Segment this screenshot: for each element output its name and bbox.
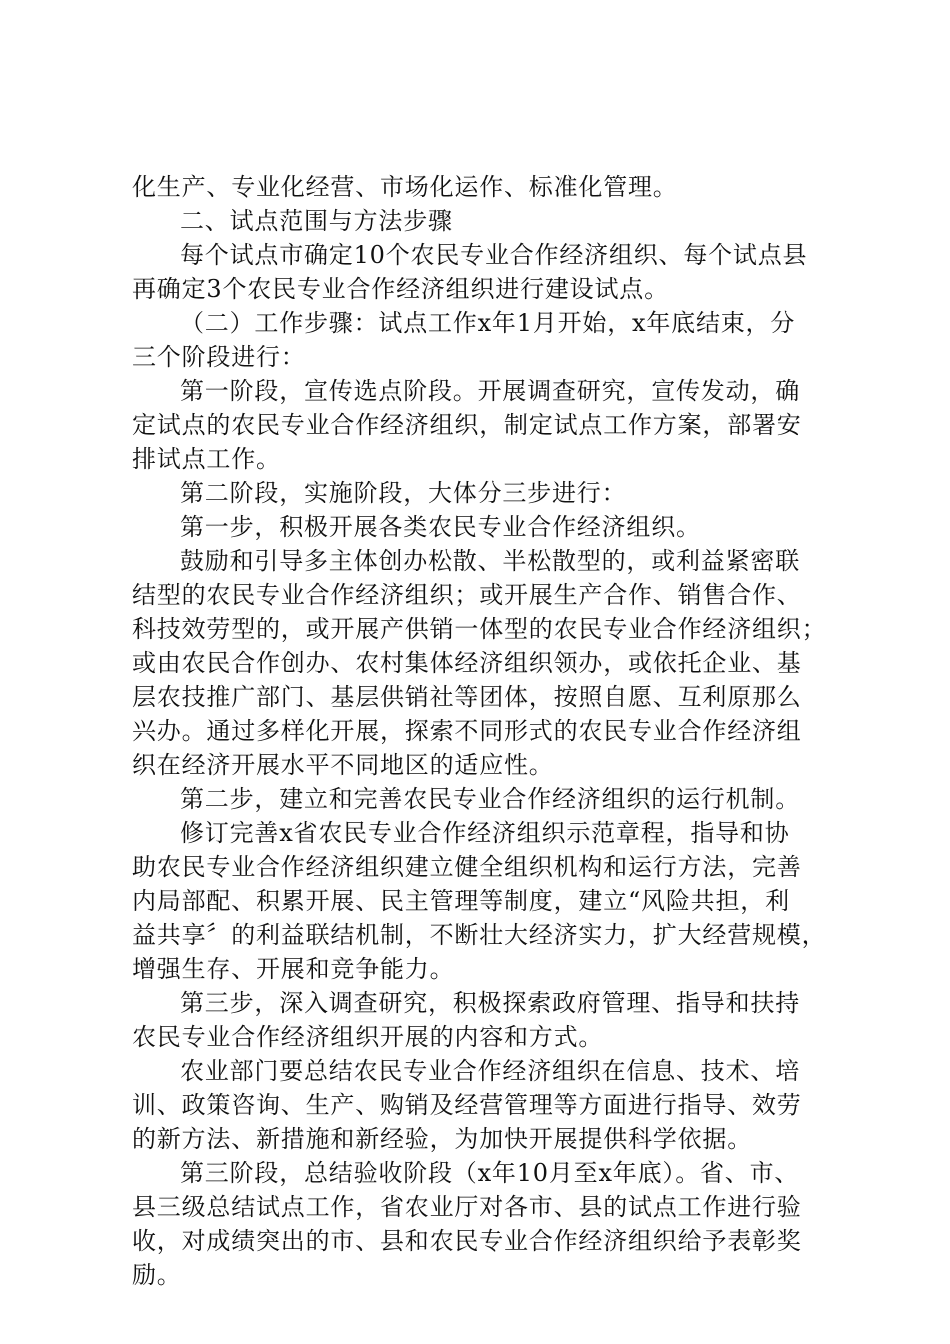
text-line: 内局部配、积累开展、民主管理等制度，建立“风险共担，利 (132, 887, 790, 915)
text-line: 科技效劳型的，或开展产供销一体型的农民专业合作经济组织； (132, 615, 827, 643)
text-line: 县三级总结试点工作，省农业厅对各市、县的试点工作进行验 (132, 1193, 802, 1221)
text-line: 的新方法、新措施和新经验，为加快开展提供科学依据。 (132, 1125, 752, 1153)
text-line: 层农技推广部门、基层供销社等团体，按照自愿、互利原那么 (132, 683, 802, 711)
text-line: 农业部门要总结农民专业合作经济组织在信息、技术、培 (180, 1057, 800, 1085)
text-line: 增强生存、开展和竞争能力。 (132, 955, 455, 983)
text-line: 三个阶段进行： (132, 343, 306, 371)
text-line: 织在经济开展水平不同地区的适应性。 (132, 751, 554, 779)
text-line: 兴办。通过多样化开展，探索不同形式的农民专业合作经济组 (132, 717, 802, 745)
text-line: 励。 (132, 1261, 182, 1289)
text-line: （二）工作步骤：试点工作x年1月开始，x年底结束，分 (180, 309, 796, 337)
text-line: 二、试点范围与方法步骤 (180, 207, 453, 235)
text-line: 排试点工作。 (132, 445, 281, 473)
text-line: 第二步，建立和完善农民专业合作经济组织的运行机制。 (180, 785, 800, 813)
text-line: 再确定3个农民专业合作经济组织进行建设试点。 (132, 275, 669, 303)
text-line: 鼓励和引导多主体创办松散、半松散型的，或利益紧密联 (180, 547, 800, 575)
text-line: 或由农民合作创办、农村集体经济组织领办，或依托企业、基 (132, 649, 802, 677)
text-line: 化生产、专业化经营、市场化运作、标准化管理。 (132, 173, 678, 201)
document-body (132, 170, 832, 1292)
text-line: 修订完善x省农民专业合作经济组织示范章程，指导和协 (180, 819, 790, 847)
text-line: 结型的农民专业合作经济组织；或开展生产合作、销售合作、 (132, 581, 802, 609)
text-line: 收，对成绩突出的市、县和农民专业合作经济组织给予表彰奖 (132, 1227, 802, 1255)
text-line: 每个试点市确定10个农民专业合作经济组织、每个试点县 (180, 241, 808, 269)
text-line: 益共享〞的利益联结机制，不断壮大经济实力，扩大经营规模， (132, 921, 827, 949)
text-line: 农民专业合作经济组织开展的内容和方式。 (132, 1023, 604, 1051)
text-line: 第二阶段，实施阶段，大体分三步进行： (180, 479, 627, 507)
text-line: 第三阶段，总结验收阶段（x年10月至x年底）。省、市、 (180, 1159, 800, 1187)
text-line: 定试点的农民专业合作经济组织，制定试点工作方案，部署安 (132, 411, 802, 439)
text-line: 助农民专业合作经济组织建立健全组织机构和运行方法，完善 (132, 853, 802, 881)
text-line: 第一阶段，宣传选点阶段。开展调查研究，宣传发动，确 (180, 377, 800, 405)
text-line: 训、政策咨询、生产、购销及经营管理等方面进行指导、效劳 (132, 1091, 802, 1119)
text-line: 第一步，积极开展各类农民专业合作经济组织。 (180, 513, 701, 541)
text-line: 第三步，深入调查研究，积极探索政府管理、指导和扶持 (180, 989, 800, 1017)
